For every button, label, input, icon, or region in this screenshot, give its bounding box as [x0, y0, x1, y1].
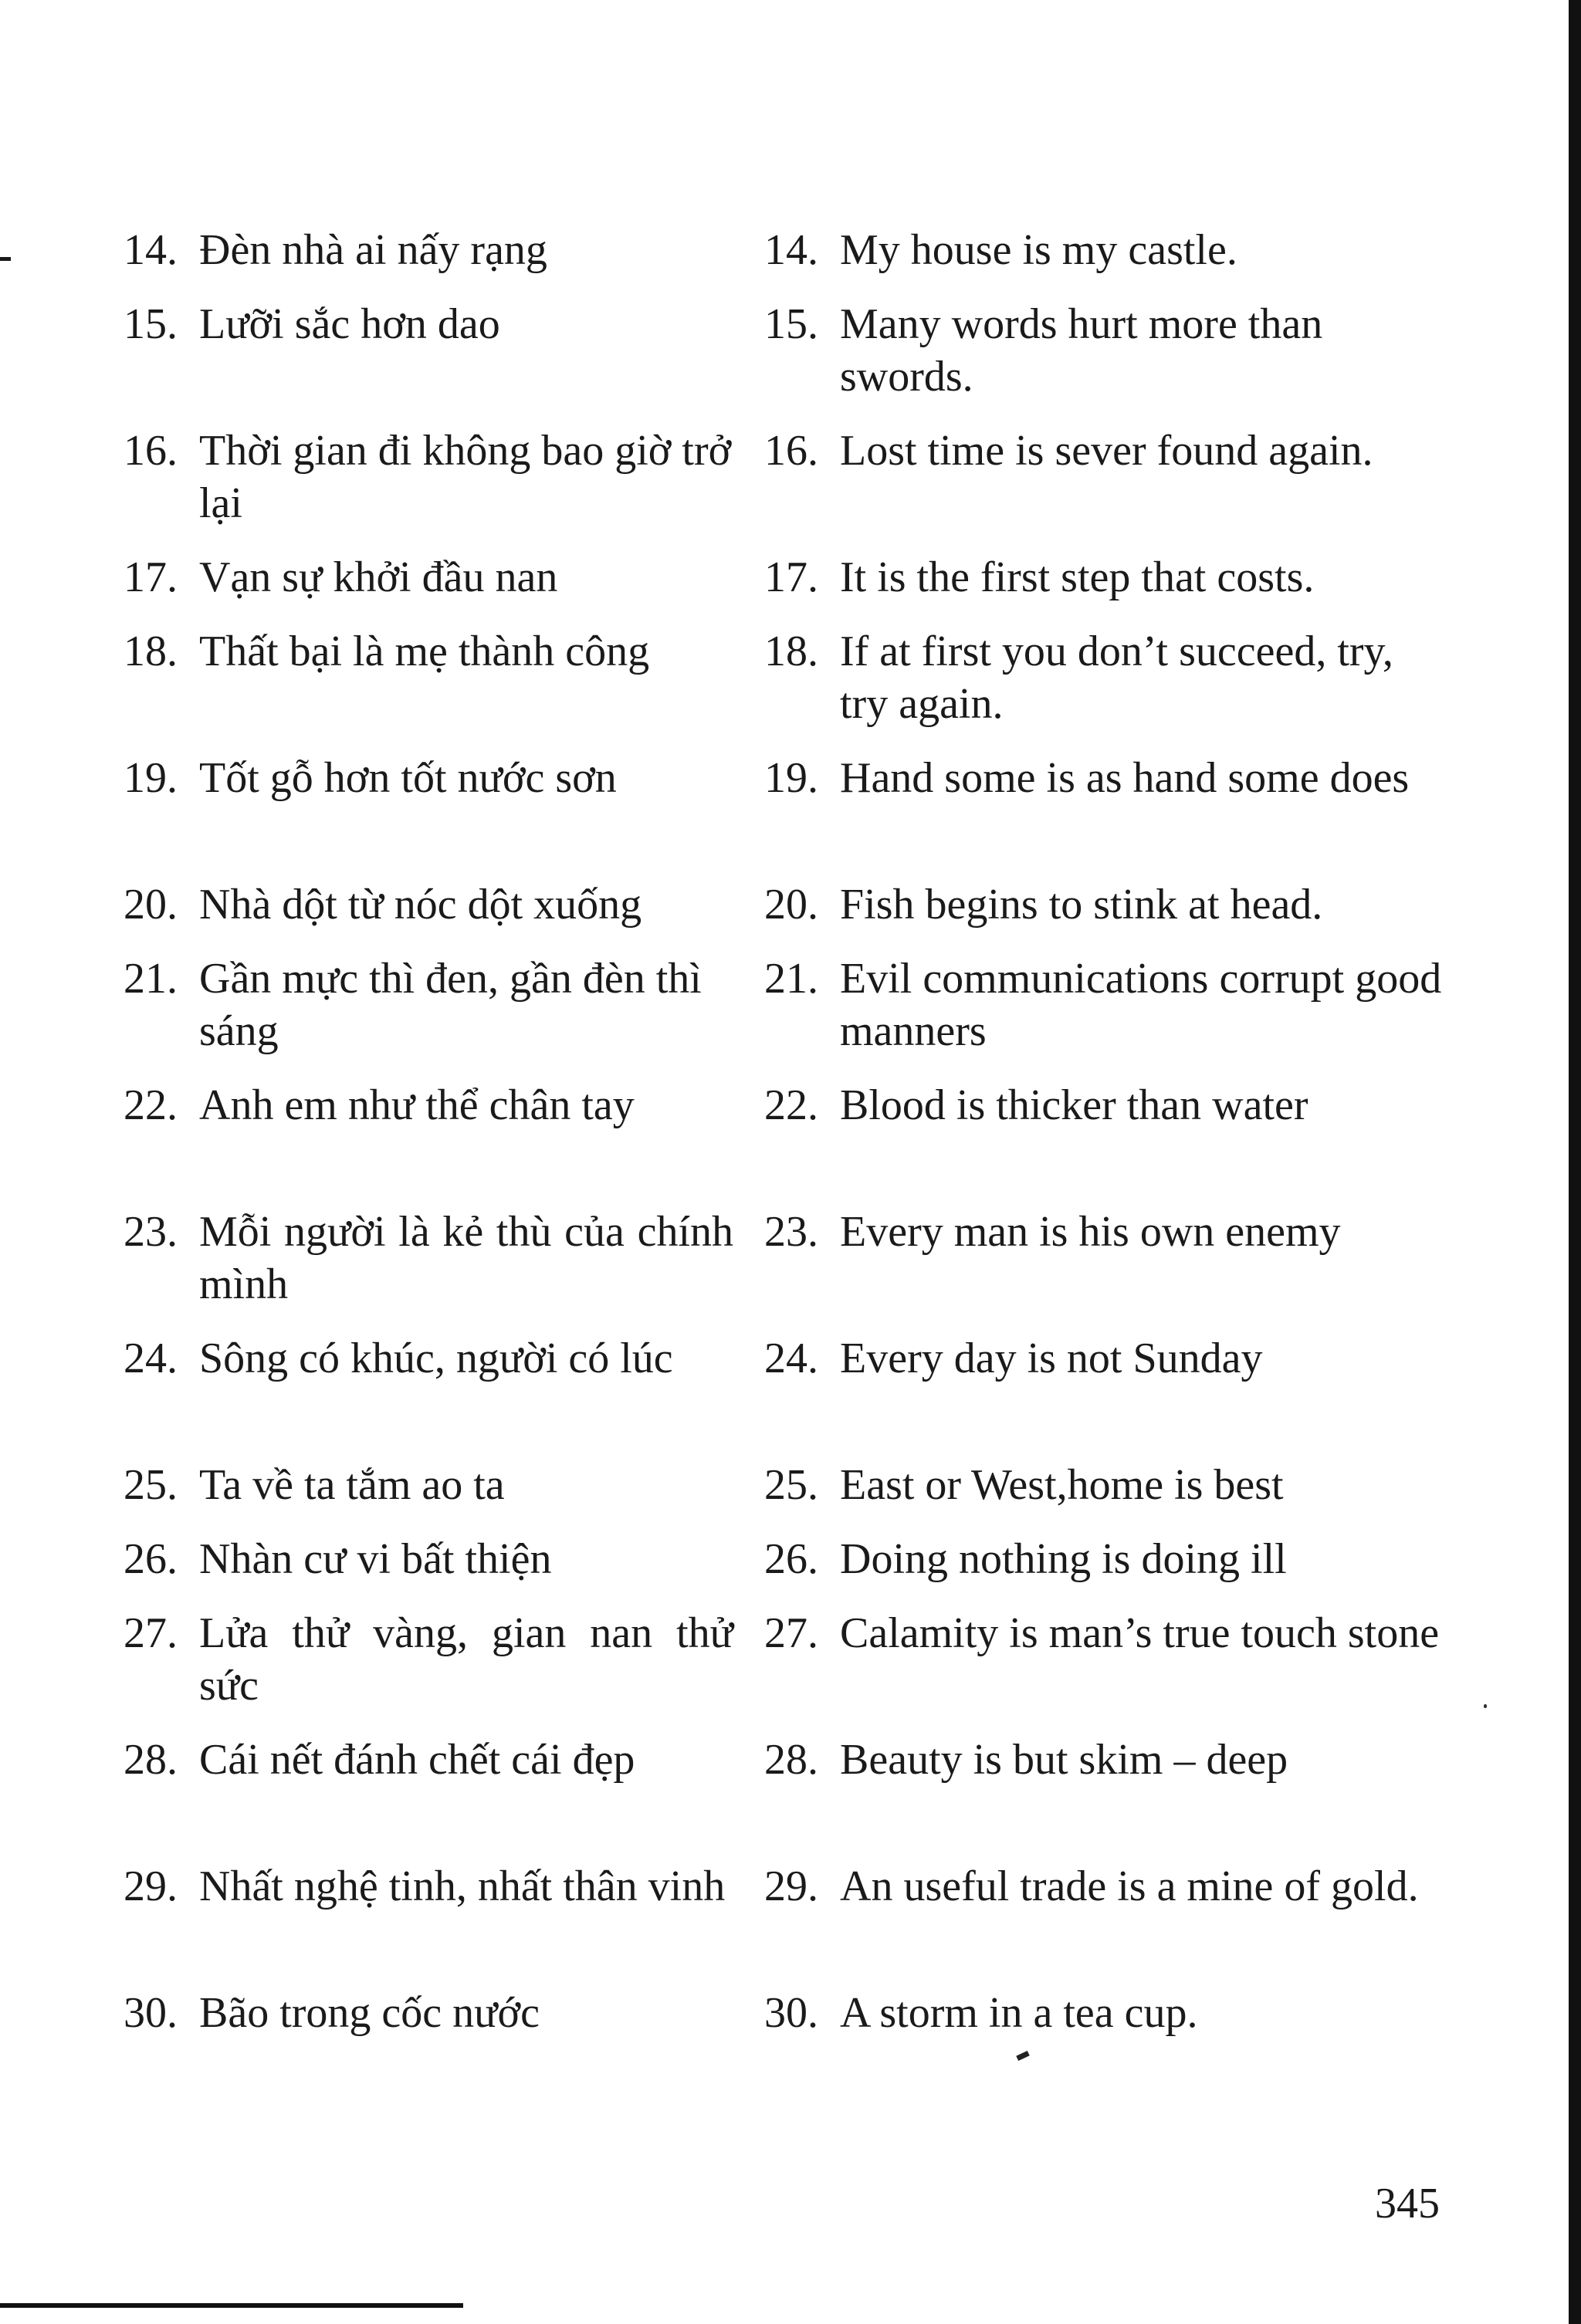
item-number: 23. — [124, 1208, 178, 1256]
item-number: 16. — [764, 427, 818, 475]
english-proverb — [764, 878, 1444, 931]
english-proverb — [764, 1533, 1444, 1585]
english-text: Calamity is man’s true touch stone — [840, 1609, 1440, 1657]
item-number: 21. — [764, 955, 818, 1003]
item-number: 25. — [764, 1461, 818, 1509]
item-number: 23. — [764, 1208, 818, 1256]
vietnamese-proverb — [124, 1533, 733, 1585]
item-number: 24. — [764, 1335, 818, 1382]
item-number: 20. — [764, 881, 818, 929]
vietnamese-proverb — [124, 551, 733, 604]
item-number: 19. — [764, 754, 818, 802]
item-number: 19. — [124, 754, 178, 802]
item-number: 14. — [124, 226, 178, 274]
english-text: An useful trade is a mine of gold. — [840, 1862, 1419, 1910]
english-text: Evil communications corrupt good manners — [840, 955, 1442, 1055]
vietnamese-text: Tốt gỗ hơn tốt nước sơn — [199, 754, 617, 802]
english-proverb — [764, 1079, 1444, 1132]
vietnamese-proverb — [124, 752, 733, 804]
english-text: Doing nothing is doing ill — [840, 1535, 1287, 1583]
vietnamese-proverb — [124, 1607, 733, 1712]
item-number: 17. — [764, 553, 818, 601]
item-number: 30. — [124, 1989, 178, 2037]
english-text: Lost time is sever found again. — [840, 427, 1373, 475]
english-proverb — [764, 1734, 1444, 1786]
english-text: Blood is thicker than water — [840, 1081, 1308, 1129]
english-text: Every man is his own enemy — [840, 1208, 1341, 1256]
vietnamese-text: Sông có khúc, người có lúc — [199, 1335, 673, 1382]
english-proverb — [764, 1987, 1444, 2039]
vietnamese-text: Thời gian đi không bao giờ trở lại — [199, 427, 732, 527]
vietnamese-text: Thất bại là mẹ thành công — [199, 628, 650, 675]
vietnamese-text: Đèn nhà ai nấy rạng — [199, 226, 547, 274]
vietnamese-text: Anh em như thể chân tay — [199, 1081, 635, 1129]
item-number: 29. — [124, 1862, 178, 1910]
english-text: Many words hurt more than swords. — [840, 300, 1323, 401]
english-proverb — [764, 1860, 1444, 1913]
english-proverb — [764, 1206, 1444, 1258]
english-text: Hand some is as hand some does — [840, 754, 1410, 802]
item-number: 27. — [764, 1609, 818, 1657]
english-text: My house is my castle. — [840, 226, 1237, 274]
english-proverb — [764, 425, 1444, 477]
page-number: 345 — [1375, 2180, 1440, 2228]
item-number: 26. — [124, 1535, 178, 1583]
vietnamese-proverb — [124, 1206, 733, 1311]
english-proverb — [764, 1607, 1444, 1659]
vietnamese-proverb — [124, 1079, 733, 1132]
vietnamese-proverb — [124, 952, 733, 1057]
item-number: 30. — [764, 1989, 818, 2037]
vietnamese-text: Nhất nghệ tinh, nhất thân vinh — [199, 1862, 726, 1910]
vietnamese-proverb — [124, 1459, 733, 1511]
english-text: Every day is not Sunday — [840, 1335, 1263, 1382]
vietnamese-text: Nhà dột từ nóc dột xuống — [199, 881, 642, 929]
item-number: 24. — [124, 1335, 178, 1382]
english-proverb — [764, 1459, 1444, 1511]
english-text: It is the first step that costs. — [840, 553, 1315, 601]
vietnamese-proverb — [124, 1987, 733, 2039]
item-number: 16. — [124, 427, 178, 475]
english-text: Fish begins to stink at head. — [840, 881, 1323, 929]
vietnamese-proverb — [124, 425, 733, 529]
item-number: 14. — [764, 226, 818, 274]
item-number: 17. — [124, 553, 178, 601]
vietnamese-text: Cái nết đánh chết cái đẹp — [199, 1736, 635, 1784]
english-proverb — [764, 224, 1444, 276]
item-number: 27. — [124, 1609, 178, 1657]
vietnamese-proverb — [124, 298, 733, 350]
item-number: 28. — [124, 1736, 178, 1784]
vietnamese-proverb — [124, 1332, 733, 1385]
vietnamese-proverb — [124, 878, 733, 931]
vietnamese-text: Bão trong cốc nước — [199, 1989, 540, 2037]
vietnamese-text: Ta về ta tắm ao ta — [199, 1461, 505, 1509]
vietnamese-text: Lửa thử vàng, gian nan thử sức — [199, 1609, 733, 1710]
english-text: Beauty is but skim – deep — [840, 1736, 1288, 1784]
vietnamese-text: Mỗi người là kẻ thù của chính mình — [199, 1208, 733, 1308]
item-number: 29. — [764, 1862, 818, 1910]
vietnamese-proverb — [124, 625, 733, 678]
scan-bottom-edge — [0, 2303, 463, 2308]
item-number: 15. — [764, 300, 818, 348]
english-proverb — [764, 752, 1444, 804]
english-proverb — [764, 625, 1444, 730]
english-text: A storm in a tea cup. — [840, 1989, 1198, 2037]
item-number: 26. — [764, 1535, 818, 1583]
vietnamese-proverb — [124, 1860, 733, 1913]
english-text: If at first you don’t succeed, try, try again. — [840, 628, 1393, 728]
item-number: 25. — [124, 1461, 178, 1509]
vietnamese-text: Lưỡi sắc hơn dao — [199, 300, 500, 348]
vietnamese-proverb — [124, 1734, 733, 1786]
item-number: 18. — [764, 628, 818, 675]
item-number: 20. — [124, 881, 178, 929]
vietnamese-text: Vạn sự khởi đầu nan — [199, 553, 558, 601]
item-number: 21. — [124, 955, 178, 1003]
vietnamese-text: Nhàn cư vi bất thiện — [199, 1535, 552, 1583]
english-proverb — [764, 1332, 1444, 1385]
item-number: 15. — [124, 300, 178, 348]
item-number: 22. — [764, 1081, 818, 1129]
english-proverb — [764, 551, 1444, 604]
item-number: 22. — [124, 1081, 178, 1129]
item-number: 28. — [764, 1736, 818, 1784]
item-number: 18. — [124, 628, 178, 675]
english-proverb — [764, 952, 1444, 1057]
vietnamese-text: Gần mực thì đen, gần đèn thì sáng — [199, 955, 702, 1055]
english-text: East or West,home is best — [840, 1461, 1284, 1509]
english-proverb — [764, 298, 1444, 403]
vietnamese-proverb — [124, 224, 733, 276]
